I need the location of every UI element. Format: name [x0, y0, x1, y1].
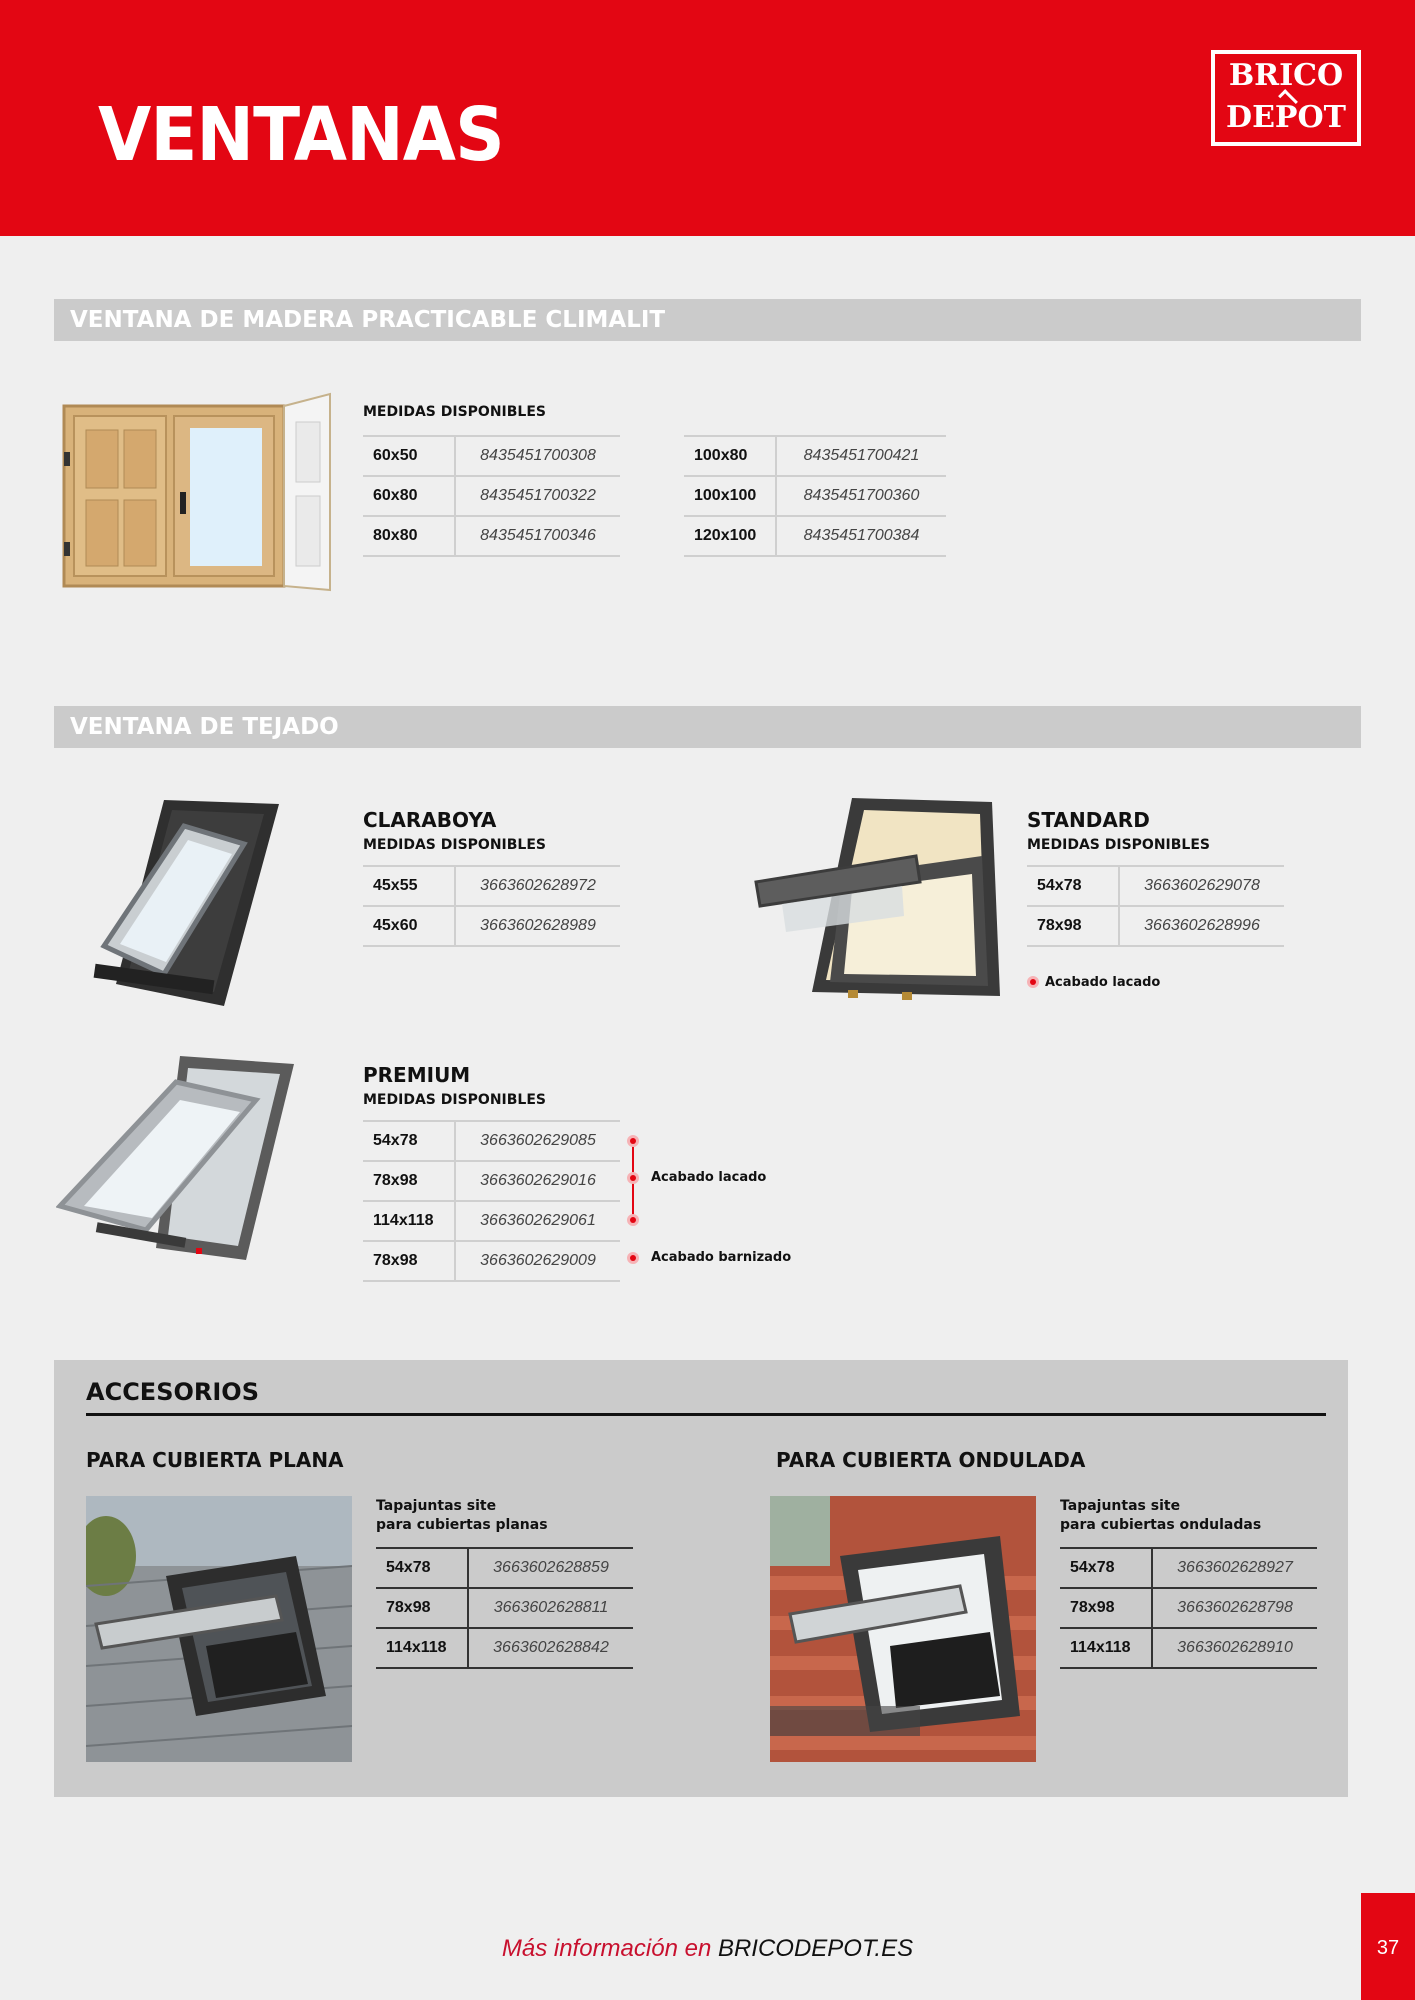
finish-dot-icon — [1027, 976, 1039, 988]
plana-sizes-table — [376, 1547, 633, 1669]
ondulada-desc-line2: para cubiertas onduladas — [1060, 1517, 1262, 1533]
table-row — [1060, 1548, 1317, 1588]
section-title: VENTANA DE MADERA PRACTICABLE CLIMALIT — [70, 307, 666, 333]
table-row — [376, 1548, 633, 1588]
code-cell: 3663602628989 — [455, 906, 620, 946]
size-cell: 60x50 — [363, 436, 455, 476]
premium-sizes-table — [363, 1120, 620, 1282]
claraboya-title: CLARABOYA — [363, 808, 497, 832]
logo-line2: DEPOT — [1226, 100, 1346, 135]
ondulada-desc-line1: Tapajuntas site — [1060, 1498, 1181, 1514]
code-cell: 8435451700322 — [455, 476, 620, 516]
footer-site-link[interactable]: BRICODEPOT.ES — [717, 1935, 914, 1962]
claraboya-sizes-table — [363, 865, 620, 947]
code-cell: 3663602628996 — [1119, 906, 1284, 946]
code-cell: 8435451700384 — [776, 516, 946, 556]
wooden-window-image — [62, 392, 334, 592]
sizes-label: MEDIDAS DISPONIBLES — [363, 1092, 546, 1108]
page-number: 37 — [1361, 1893, 1415, 2000]
finish-dot-icon — [627, 1172, 639, 1184]
logo-line1: BRICO — [1228, 58, 1344, 93]
ondulada-sizes-table — [1060, 1547, 1317, 1669]
plana-desc-line2: para cubiertas planas — [376, 1517, 548, 1533]
standard-title: STANDARD — [1027, 808, 1150, 832]
plana-heading: PARA CUBIERTA PLANA — [86, 1448, 344, 1472]
code-cell: 3663602628842 — [468, 1628, 633, 1668]
table-row — [363, 1161, 620, 1201]
premium-window-image — [56, 1052, 300, 1262]
size-cell: 54x78 — [376, 1548, 468, 1588]
size-cell: 78x98 — [1060, 1588, 1152, 1628]
size-cell: 78x98 — [376, 1588, 468, 1628]
table-row — [1060, 1588, 1317, 1628]
code-cell: 3663602628859 — [468, 1548, 633, 1588]
code-cell: 8435451700360 — [776, 476, 946, 516]
sizes-label: MEDIDAS DISPONIBLES — [363, 837, 546, 853]
table-row — [684, 516, 946, 556]
size-cell: 54x78 — [363, 1121, 455, 1161]
size-cell: 78x98 — [363, 1241, 455, 1281]
table-row — [363, 476, 620, 516]
size-cell: 100x100 — [684, 476, 776, 516]
flat-roof-window-image — [86, 1496, 352, 1762]
code-cell: 3663602629016 — [455, 1161, 620, 1201]
standard-sizes-table — [1027, 865, 1284, 947]
size-cell: 54x78 — [1060, 1548, 1152, 1588]
brico-depot-logo — [1211, 50, 1361, 146]
sizes-label: MEDIDAS DISPONIBLES — [1027, 837, 1210, 853]
size-cell: 45x60 — [363, 906, 455, 946]
table-row — [363, 866, 620, 906]
table-row — [1027, 866, 1284, 906]
standard-window-image — [752, 796, 1004, 1002]
sizes-table-left — [363, 435, 620, 557]
accesorios-panel — [54, 1360, 1348, 1797]
table-row — [363, 1241, 620, 1281]
finish-dot-icon — [627, 1135, 639, 1147]
table-row — [684, 436, 946, 476]
premium-title: PREMIUM — [363, 1063, 471, 1087]
plana-desc-line1: Tapajuntas site — [376, 1498, 497, 1514]
size-cell: 78x98 — [363, 1161, 455, 1201]
section-bar-madera — [54, 299, 1361, 341]
premium-finish-barnizado: Acabado barnizado — [651, 1250, 792, 1265]
footer-info — [0, 1935, 1415, 1963]
plana-desc — [376, 1497, 548, 1535]
code-cell: 3663602629061 — [455, 1201, 620, 1241]
size-cell: 120x100 — [684, 516, 776, 556]
sizes-table-right — [684, 435, 946, 557]
table-row — [1060, 1628, 1317, 1668]
table-row — [363, 516, 620, 556]
table-row — [684, 476, 946, 516]
code-cell: 3663602628927 — [1152, 1548, 1317, 1588]
code-cell: 3663602629009 — [455, 1241, 620, 1281]
code-cell: 3663602628972 — [455, 866, 620, 906]
size-cell: 114x118 — [363, 1201, 455, 1241]
table-row — [376, 1588, 633, 1628]
page-header — [0, 0, 1415, 236]
premium-finish-lacado: Acabado lacado — [651, 1170, 767, 1185]
table-row — [363, 906, 620, 946]
section-bar-tejado — [54, 706, 1361, 748]
table-row — [363, 436, 620, 476]
table-row — [363, 1201, 620, 1241]
code-cell: 8435451700346 — [455, 516, 620, 556]
code-cell: 3663602629085 — [455, 1121, 620, 1161]
page-title: VENTANAS — [98, 92, 504, 178]
accesorios-title: ACCESORIOS — [86, 1378, 259, 1406]
ondulada-desc — [1060, 1497, 1261, 1535]
tile-roof-window-image — [770, 1496, 1036, 1762]
size-cell: 100x80 — [684, 436, 776, 476]
size-cell: 80x80 — [363, 516, 455, 556]
standard-finish-label: Acabado lacado — [1045, 975, 1161, 990]
divider — [86, 1413, 1326, 1416]
code-cell: 3663602628798 — [1152, 1588, 1317, 1628]
claraboya-window-image — [64, 796, 284, 1008]
size-cell: 45x55 — [363, 866, 455, 906]
table-row — [363, 1121, 620, 1161]
finish-dot-icon — [627, 1252, 639, 1264]
table-row — [376, 1628, 633, 1668]
code-cell: 8435451700308 — [455, 436, 620, 476]
code-cell: 3663602628811 — [468, 1588, 633, 1628]
code-cell: 3663602628910 — [1152, 1628, 1317, 1668]
section-title: VENTANA DE TEJADO — [70, 714, 339, 740]
sizes-label: MEDIDAS DISPONIBLES — [363, 404, 546, 420]
table-row — [1027, 906, 1284, 946]
size-cell: 114x118 — [1060, 1628, 1152, 1668]
footer-prefix: Más información en — [501, 1935, 718, 1962]
code-cell: 8435451700421 — [776, 436, 946, 476]
ondulada-heading: PARA CUBIERTA ONDULADA — [776, 1448, 1086, 1472]
size-cell: 114x118 — [376, 1628, 468, 1668]
size-cell: 78x98 — [1027, 906, 1119, 946]
size-cell: 60x80 — [363, 476, 455, 516]
finish-dot-icon — [627, 1214, 639, 1226]
size-cell: 54x78 — [1027, 866, 1119, 906]
code-cell: 3663602629078 — [1119, 866, 1284, 906]
